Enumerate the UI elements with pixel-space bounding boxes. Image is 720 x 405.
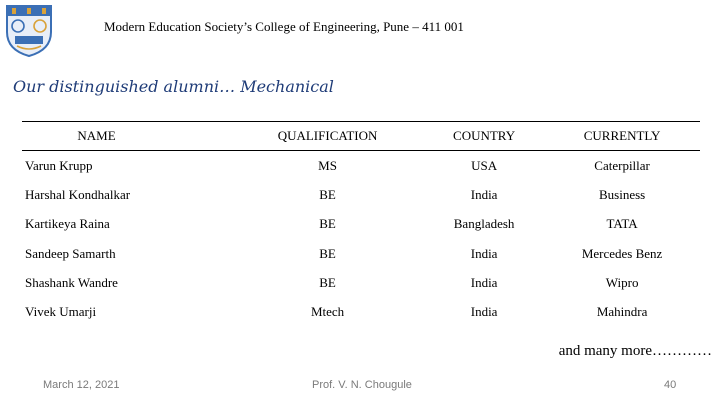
- cell-name: Kartikeya Raina: [25, 216, 110, 232]
- cell-name: Varun Krupp: [25, 157, 93, 173]
- cell-currently: Wipro: [605, 274, 639, 290]
- cell-name: Shashank Wandre: [25, 274, 118, 290]
- cell-country: USA: [471, 157, 498, 173]
- table-row: [22, 210, 700, 239]
- table-row: [22, 180, 700, 209]
- column-header-name: NAME: [77, 128, 116, 143]
- cell-name: Harshal Kondhalkar: [25, 186, 131, 202]
- table-row: [22, 268, 700, 297]
- table-row: [22, 297, 700, 326]
- cell-name: Vivek Umarji: [25, 304, 97, 320]
- cell-currently: Mercedes Benz: [581, 245, 663, 261]
- cell-currently: TATA: [606, 216, 638, 232]
- cell-currently: Mahindra: [596, 304, 648, 320]
- column-header-country: COUNTRY: [453, 128, 516, 143]
- college-name: Modern Education Society’s College of Engineering, Pune – 411 001: [104, 19, 464, 34]
- cell-country: India: [470, 186, 498, 202]
- cell-qualification: BE: [319, 274, 336, 290]
- slide-heading: Our distinguished alumni… Mechanical: [13, 77, 334, 96]
- cell-qualification: BE: [319, 216, 336, 232]
- cell-qualification: BE: [319, 245, 336, 261]
- cell-qualification: Mtech: [310, 304, 345, 320]
- cell-country: India: [470, 274, 498, 290]
- cell-country: India: [470, 245, 498, 261]
- footer-date: March 12, 2021: [43, 379, 120, 391]
- cell-currently: Caterpillar: [594, 157, 650, 173]
- cell-qualification: MS: [318, 157, 337, 173]
- cell-country: Bangladesh: [453, 216, 515, 232]
- and-many-more-note: and many more…………: [558, 343, 712, 359]
- alumni-table: [22, 121, 700, 327]
- table-header-row: [22, 122, 700, 151]
- column-header-qualification: QUALIFICATION: [277, 128, 378, 143]
- cell-country: India: [470, 304, 498, 320]
- cell-currently: Business: [598, 186, 646, 202]
- column-header-currently: CURRENTLY: [583, 128, 661, 143]
- page-number: 40: [664, 379, 677, 391]
- footer-author: Prof. V. N. Chougule: [312, 379, 412, 391]
- cell-name: Sandeep Samarth: [25, 245, 116, 261]
- college-crest-icon: [3, 2, 55, 58]
- cell-qualification: BE: [319, 186, 336, 202]
- table-row: [22, 239, 700, 268]
- table-row: [22, 151, 700, 181]
